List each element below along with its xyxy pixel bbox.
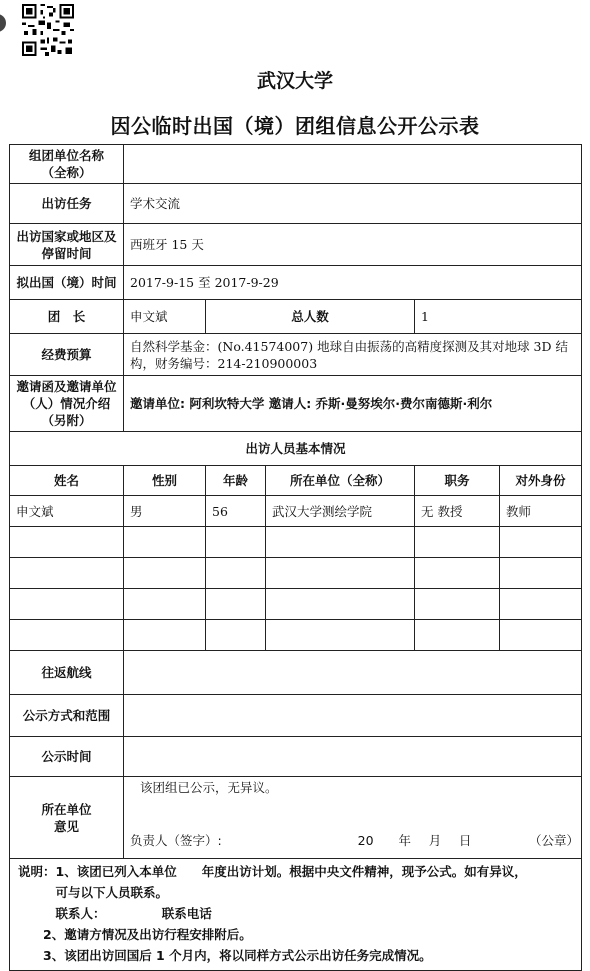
member-position[interactable]: [415, 589, 500, 620]
sign-year: 20 年: [357, 833, 412, 848]
member-name[interactable]: [10, 558, 124, 589]
leader-label: 团 长: [10, 300, 124, 334]
member-position[interactable]: 无 教授: [415, 496, 500, 527]
route-label: 往返航线: [10, 651, 124, 695]
col-header-position: 职务: [415, 466, 500, 496]
note-line: 说明：1、该团已列入本单位 年度出访计划。根据中央文件精神，现予公式。如有异议，: [18, 864, 527, 879]
member-identity[interactable]: [500, 558, 582, 589]
member-name[interactable]: [10, 527, 124, 558]
seal-label: （公章）: [529, 833, 580, 848]
col-header-unit: 所在单位（全称）: [266, 466, 415, 496]
page-edge-circle: [0, 14, 6, 32]
member-age[interactable]: [206, 527, 266, 558]
note-line: 2、邀请方情况及出访行程安排附后。: [18, 927, 252, 942]
publicity-label: 公示方式和范围: [10, 695, 124, 737]
col-header-name: 姓名: [10, 466, 124, 496]
member-unit[interactable]: [266, 527, 415, 558]
member-identity[interactable]: [500, 620, 582, 651]
budget-label: 经费预算: [10, 334, 124, 376]
member-row: [10, 558, 582, 589]
member-gender[interactable]: 男: [124, 496, 206, 527]
university-title: 武汉大学: [256, 70, 333, 92]
member-row: [10, 589, 582, 620]
sign-day: 日: [458, 833, 472, 848]
member-age[interactable]: [206, 558, 266, 589]
member-position[interactable]: [415, 620, 500, 651]
publicity-time-label: 公示时间: [10, 737, 124, 777]
member-unit[interactable]: [266, 589, 415, 620]
leader-value[interactable]: 申文斌: [124, 300, 206, 334]
note-line: 联系人： 联系电话: [18, 906, 212, 921]
member-row: [10, 527, 582, 558]
member-gender[interactable]: [124, 620, 206, 651]
budget-value[interactable]: 自然科学基金：(No.41574007) 地球自由振荡的高精度探测及其对地球 3D 结构，财务编号：214-210900003: [124, 334, 582, 376]
member-identity[interactable]: [500, 527, 582, 558]
member-age[interactable]: [206, 620, 266, 651]
org-label: 组团单位名称 （全称）: [10, 145, 124, 184]
member-gender[interactable]: [124, 558, 206, 589]
members-section-title: 出访人员基本情况: [10, 432, 582, 466]
member-identity[interactable]: 教师: [500, 496, 582, 527]
country-value[interactable]: 西班牙 15 天: [124, 224, 582, 266]
task-value[interactable]: 学术交流: [124, 184, 582, 224]
opinion-text: 该团组已公示，无异议。: [140, 780, 278, 795]
signature-line: [124, 832, 581, 849]
signer-label: 负责人（签字）:: [130, 833, 222, 848]
invite-label: 邀请函及邀请单位（人）情况介绍（另附）: [10, 376, 124, 432]
form-title: 因公临时出国（境）团组信息公开公示表: [110, 114, 480, 138]
sign-month: 月: [428, 833, 442, 848]
col-header-age: 年龄: [206, 466, 266, 496]
member-row: [10, 620, 582, 651]
date-label: 拟出国（境）时间: [10, 266, 124, 300]
member-position[interactable]: [415, 527, 500, 558]
col-header-identity: 对外身份: [500, 466, 582, 496]
col-header-gender: 性别: [124, 466, 206, 496]
opinion-cell[interactable]: [124, 777, 582, 859]
total-value[interactable]: 1: [415, 300, 582, 334]
note-line: 可与以下人员联系。: [18, 885, 169, 900]
opinion-label: 所在单位 意见: [10, 777, 124, 859]
note-line: 3、该团出访回国后 1 个月内，将以同样方式公示出访任务完成情况。: [18, 948, 432, 963]
disclosure-table: [9, 144, 582, 971]
qr-code-icon: [22, 4, 74, 56]
member-gender[interactable]: [124, 527, 206, 558]
publicity-value[interactable]: [124, 695, 582, 737]
notes-cell: [10, 859, 582, 971]
member-unit[interactable]: 武汉大学测绘学院: [266, 496, 415, 527]
member-name[interactable]: [10, 620, 124, 651]
task-label: 出访任务: [10, 184, 124, 224]
member-age[interactable]: 56: [206, 496, 266, 527]
member-unit[interactable]: [266, 620, 415, 651]
member-gender[interactable]: [124, 589, 206, 620]
member-position[interactable]: [415, 558, 500, 589]
invite-value[interactable]: 邀请单位: 阿利坎特大学 邀请人: 乔斯·曼努埃尔·费尔南德斯·利尔: [124, 376, 582, 432]
member-name[interactable]: 申文斌: [10, 496, 124, 527]
total-label: 总人数: [206, 300, 415, 334]
member-unit[interactable]: [266, 558, 415, 589]
route-value[interactable]: [124, 651, 582, 695]
member-age[interactable]: [206, 589, 266, 620]
country-label: 出访国家或地区及停留时间: [10, 224, 124, 266]
member-name[interactable]: [10, 589, 124, 620]
member-row: [10, 496, 582, 527]
date-value[interactable]: 2017-9-15 至 2017-9-29: [124, 266, 582, 300]
member-identity[interactable]: [500, 589, 582, 620]
org-value[interactable]: [124, 145, 582, 184]
publicity-time-value[interactable]: [124, 737, 582, 777]
